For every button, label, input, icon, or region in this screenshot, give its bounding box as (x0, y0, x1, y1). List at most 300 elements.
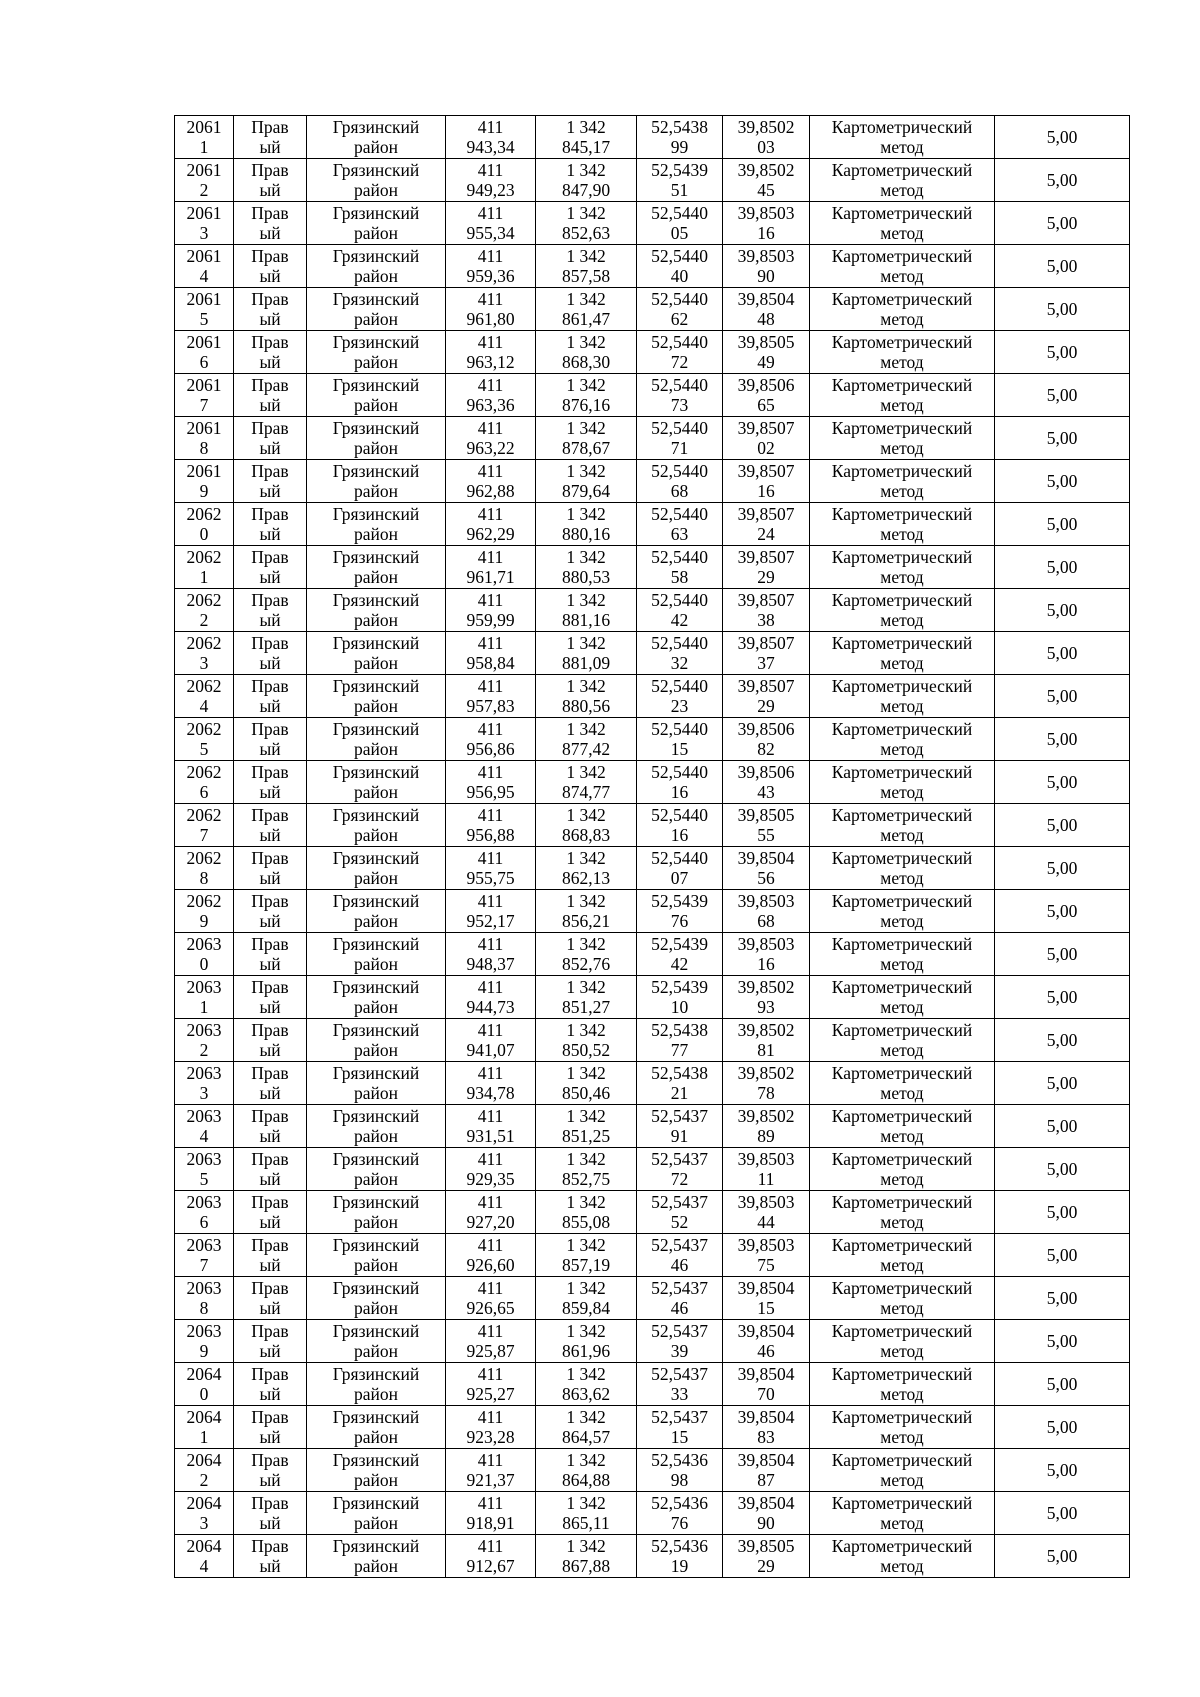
point-number-cell (175, 804, 234, 847)
coord-y-cell-line-2: 850,52 (561, 1040, 611, 1060)
longitude-cell-line-1: 39,8507 (737, 418, 795, 438)
coord-y-cell (536, 331, 637, 374)
coord-x-cell-line-1: 411 (477, 1106, 504, 1126)
coord-y-cell-line-2: 878,67 (561, 438, 611, 458)
table-row (175, 546, 1130, 589)
accuracy-cell: 5,00 (995, 1234, 1130, 1277)
district-cell-line-2: район (354, 481, 398, 501)
coord-x-cell-line-1: 411 (477, 1493, 504, 1513)
latitude-cell (637, 1019, 723, 1062)
longitude-cell (723, 1234, 810, 1277)
longitude-cell-line-2: 75 (757, 1255, 775, 1275)
district-cell (307, 847, 446, 890)
latitude-cell (637, 417, 723, 460)
point-number-cell (175, 1277, 234, 1320)
coord-x-cell (446, 460, 536, 503)
latitude-cell-line-1: 52,5440 (651, 719, 708, 739)
longitude-cell-line-2: 65 (757, 395, 775, 415)
longitude-cell-line-2: 56 (757, 868, 775, 888)
longitude-cell-line-2: 44 (757, 1212, 775, 1232)
method-cell-line-1: Картометрический (831, 1020, 973, 1040)
longitude-cell (723, 761, 810, 804)
coord-y-cell-line-2: 877,42 (561, 739, 611, 759)
latitude-cell-line-2: 76 (670, 1513, 689, 1533)
coord-x-cell-line-2: 918,91 (466, 1513, 515, 1533)
coord-x-cell-line-2: 943,34 (466, 137, 515, 157)
accuracy-cell: 5,00 (995, 847, 1130, 890)
coord-y-cell-line-1: 1 342 (566, 719, 606, 739)
coord-y-cell-line-1: 1 342 (566, 805, 606, 825)
point-number-cell-line-2: 5 (199, 309, 209, 329)
district-cell (307, 374, 446, 417)
coord-x-cell (446, 1062, 536, 1105)
table-row (175, 1148, 1130, 1191)
longitude-cell-line-1: 39,8503 (737, 1235, 795, 1255)
coord-x-cell-line-2: 927,20 (466, 1212, 515, 1232)
coord-x-cell (446, 1320, 536, 1363)
longitude-cell-line-1: 39,8507 (737, 590, 795, 610)
longitude-cell-line-2: 38 (757, 610, 775, 630)
coord-x-cell-line-1: 411 (477, 891, 504, 911)
method-cell (810, 1406, 995, 1449)
accuracy-cell: 5,00 (995, 159, 1130, 202)
point-number-cell-line-1: 2062 (186, 633, 222, 653)
method-cell (810, 589, 995, 632)
longitude-cell (723, 503, 810, 546)
coord-x-cell (446, 159, 536, 202)
table-row (175, 245, 1130, 288)
method-cell-line-1: Картометрический (831, 676, 973, 696)
side-cell-line-1: Прав (251, 504, 289, 524)
coord-x-cell-line-1: 411 (477, 762, 504, 782)
table-row (175, 675, 1130, 718)
accuracy-cell: 5,00 (995, 589, 1130, 632)
district-cell-line-2: район (354, 1083, 398, 1103)
coord-y-cell-line-2: 876,16 (561, 395, 611, 415)
latitude-cell (637, 976, 723, 1019)
latitude-cell (637, 460, 723, 503)
side-cell (234, 374, 307, 417)
coord-y-cell-line-2: 852,75 (561, 1169, 611, 1189)
method-cell (810, 890, 995, 933)
district-cell-line-2: район (354, 438, 398, 458)
coord-y-cell-line-1: 1 342 (566, 590, 606, 610)
side-cell-line-2: ый (259, 1470, 281, 1490)
method-cell-line-1: Картометрический (831, 977, 973, 997)
method-cell (810, 374, 995, 417)
coord-y-cell (536, 632, 637, 675)
side-cell-line-1: Прав (251, 246, 289, 266)
method-cell-line-1: Картометрический (831, 375, 973, 395)
coord-x-cell (446, 675, 536, 718)
method-cell-line-1: Картометрический (831, 1106, 973, 1126)
longitude-cell-line-1: 39,8507 (737, 461, 795, 481)
point-number-cell-line-1: 2061 (186, 160, 222, 180)
point-number-cell (175, 1320, 234, 1363)
latitude-cell-line-2: 98 (670, 1470, 689, 1490)
method-cell-line-1: Картометрический (831, 289, 973, 309)
coord-y-cell-line-1: 1 342 (566, 461, 606, 481)
coord-x-cell (446, 718, 536, 761)
district-cell (307, 976, 446, 1019)
latitude-cell (637, 1191, 723, 1234)
table-row (175, 159, 1130, 202)
point-number-cell-line-1: 2062 (186, 547, 222, 567)
longitude-cell-line-1: 39,8506 (737, 719, 795, 739)
side-cell-line-2: ый (259, 395, 281, 415)
coord-x-cell-line-1: 411 (477, 418, 504, 438)
point-number-cell-line-2: 5 (199, 1169, 209, 1189)
district-cell (307, 1406, 446, 1449)
coord-x-cell-line-1: 411 (477, 160, 504, 180)
coord-x-cell-line-2: 955,34 (466, 223, 515, 243)
side-cell-line-1: Прав (251, 332, 289, 352)
district-cell (307, 589, 446, 632)
latitude-cell-line-1: 52,5440 (651, 676, 708, 696)
coord-x-cell (446, 245, 536, 288)
method-cell (810, 847, 995, 890)
longitude-cell (723, 1535, 810, 1578)
side-cell-line-1: Прав (251, 805, 289, 825)
coord-y-cell-line-2: 881,09 (561, 653, 611, 673)
longitude-cell-line-1: 39,8502 (737, 1020, 795, 1040)
coord-x-cell-line-2: 931,51 (466, 1126, 515, 1146)
side-cell (234, 933, 307, 976)
point-number-cell-line-2: 1 (199, 137, 209, 157)
point-number-cell-line-1: 2061 (186, 375, 222, 395)
method-cell-line-1: Картометрический (831, 633, 973, 653)
method-cell-line-1: Картометрический (831, 160, 973, 180)
side-cell-line-2: ый (259, 266, 281, 286)
longitude-cell-line-1: 39,8503 (737, 246, 795, 266)
side-cell-line-1: Прав (251, 590, 289, 610)
district-cell-line-2: район (354, 137, 398, 157)
district-cell (307, 245, 446, 288)
longitude-cell-line-2: 48 (757, 309, 775, 329)
point-number-cell-line-1: 2061 (186, 203, 222, 223)
method-cell-line-2: метод (880, 1126, 924, 1146)
point-number-cell (175, 718, 234, 761)
latitude-cell-line-1: 52,5436 (651, 1450, 708, 1470)
table-row (175, 1320, 1130, 1363)
point-number-cell-line-1: 2063 (186, 1063, 222, 1083)
longitude-cell (723, 460, 810, 503)
coord-y-cell (536, 804, 637, 847)
point-number-cell-line-2: 6 (199, 1212, 209, 1232)
longitude-cell-line-2: 55 (757, 825, 775, 845)
method-cell-line-1: Картометрический (831, 891, 973, 911)
method-cell-line-2: метод (880, 309, 924, 329)
district-cell-line-2: район (354, 1212, 398, 1232)
point-number-cell-line-1: 2063 (186, 1020, 222, 1040)
point-number-cell (175, 1535, 234, 1578)
coord-y-cell-line-2: 856,21 (561, 911, 611, 931)
latitude-cell-line-2: 23 (670, 696, 689, 716)
district-cell-line-2: район (354, 567, 398, 587)
district-cell (307, 546, 446, 589)
latitude-cell-line-1: 52,5440 (651, 375, 708, 395)
method-cell-line-2: метод (880, 1169, 924, 1189)
method-cell-line-1: Картометрический (831, 117, 973, 137)
point-number-cell-line-1: 2062 (186, 590, 222, 610)
latitude-cell (637, 1234, 723, 1277)
coord-y-cell (536, 245, 637, 288)
district-cell-line-2: район (354, 1126, 398, 1146)
district-cell-line-2: район (354, 1427, 398, 1447)
coord-x-cell-line-2: 956,95 (466, 782, 515, 802)
coord-y-cell-line-1: 1 342 (566, 246, 606, 266)
point-number-cell (175, 589, 234, 632)
point-number-cell (175, 331, 234, 374)
side-cell-line-1: Прав (251, 117, 289, 137)
point-number-cell (175, 1492, 234, 1535)
district-cell (307, 331, 446, 374)
method-cell (810, 933, 995, 976)
coord-x-cell (446, 804, 536, 847)
district-cell-line-2: район (354, 782, 398, 802)
coord-x-cell-line-1: 411 (477, 246, 504, 266)
longitude-cell-line-1: 39,8507 (737, 504, 795, 524)
longitude-cell (723, 331, 810, 374)
longitude-cell-line-2: 29 (757, 567, 775, 587)
point-number-cell-line-1: 2062 (186, 891, 222, 911)
latitude-cell-line-1: 52,5436 (651, 1493, 708, 1513)
district-cell-line-2: район (354, 1040, 398, 1060)
latitude-cell-line-1: 52,5437 (651, 1364, 708, 1384)
district-cell (307, 1449, 446, 1492)
method-cell-line-1: Картометрический (831, 1364, 973, 1384)
coord-x-cell-line-1: 411 (477, 977, 504, 997)
point-number-cell-line-1: 2062 (186, 848, 222, 868)
longitude-cell-line-1: 39,8505 (737, 332, 795, 352)
district-cell (307, 718, 446, 761)
coord-x-cell (446, 632, 536, 675)
method-cell-line-1: Картометрический (831, 1063, 973, 1083)
side-cell (234, 331, 307, 374)
point-number-cell-line-2: 8 (199, 868, 209, 888)
district-cell-line-1: Грязинский (332, 1278, 420, 1298)
district-cell-line-2: район (354, 1556, 398, 1576)
side-cell-line-2: ый (259, 1513, 281, 1533)
accuracy-cell: 5,00 (995, 761, 1130, 804)
coordinates-table (174, 115, 1130, 1578)
point-number-cell-line-2: 4 (199, 1556, 209, 1576)
longitude-cell-line-1: 39,8506 (737, 375, 795, 395)
side-cell (234, 1277, 307, 1320)
coord-x-cell-line-1: 411 (477, 289, 504, 309)
latitude-cell-line-2: 19 (670, 1556, 689, 1576)
side-cell (234, 546, 307, 589)
accuracy-cell: 5,00 (995, 460, 1130, 503)
point-number-cell-line-2: 7 (199, 395, 209, 415)
coord-x-cell-line-1: 411 (477, 1192, 504, 1212)
table-row (175, 1406, 1130, 1449)
coord-y-cell-line-2: 863,62 (561, 1384, 611, 1404)
longitude-cell-line-1: 39,8507 (737, 676, 795, 696)
latitude-cell (637, 632, 723, 675)
district-cell-line-1: Грязинский (332, 1235, 420, 1255)
side-cell-line-1: Прав (251, 719, 289, 739)
accuracy-cell: 5,00 (995, 503, 1130, 546)
latitude-cell-line-2: 99 (670, 137, 689, 157)
side-cell-line-1: Прав (251, 1235, 289, 1255)
longitude-cell (723, 804, 810, 847)
coord-y-cell (536, 1277, 637, 1320)
coord-y-cell-line-1: 1 342 (566, 848, 606, 868)
method-cell-line-2: метод (880, 567, 924, 587)
district-cell-line-1: Грязинский (332, 504, 420, 524)
point-number-cell-line-1: 2063 (186, 1235, 222, 1255)
coord-y-cell (536, 1363, 637, 1406)
longitude-cell-line-2: 70 (757, 1384, 775, 1404)
accuracy-cell: 5,00 (995, 1148, 1130, 1191)
district-cell (307, 1535, 446, 1578)
district-cell (307, 804, 446, 847)
coord-x-cell-line-1: 411 (477, 934, 504, 954)
side-cell-line-2: ый (259, 1556, 281, 1576)
side-cell-line-1: Прав (251, 547, 289, 567)
district-cell-line-2: район (354, 911, 398, 931)
district-cell (307, 890, 446, 933)
coord-x-cell (446, 1105, 536, 1148)
point-number-cell-line-1: 2063 (186, 1192, 222, 1212)
latitude-cell (637, 1277, 723, 1320)
method-cell-line-2: метод (880, 868, 924, 888)
latitude-cell-line-2: 15 (670, 739, 689, 759)
method-cell (810, 116, 995, 159)
point-number-cell-line-2: 3 (199, 653, 209, 673)
method-cell-line-1: Картометрический (831, 1321, 973, 1341)
accuracy-cell: 5,00 (995, 116, 1130, 159)
coord-x-cell-line-1: 411 (477, 1020, 504, 1040)
coord-y-cell-line-2: 861,47 (561, 309, 611, 329)
coord-y-cell (536, 1449, 637, 1492)
accuracy-cell: 5,00 (995, 1019, 1130, 1062)
coord-y-cell-line-2: 864,57 (561, 1427, 611, 1447)
method-cell (810, 761, 995, 804)
method-cell (810, 417, 995, 460)
accuracy-cell: 5,00 (995, 1406, 1130, 1449)
district-cell-line-1: Грязинский (332, 719, 420, 739)
longitude-cell (723, 245, 810, 288)
method-cell (810, 1105, 995, 1148)
side-cell-line-1: Прав (251, 203, 289, 223)
latitude-cell-line-1: 52,5437 (651, 1149, 708, 1169)
method-cell-line-2: метод (880, 1513, 924, 1533)
longitude-cell-line-1: 39,8504 (737, 848, 795, 868)
district-cell (307, 159, 446, 202)
point-number-cell (175, 890, 234, 933)
coord-x-cell-line-2: 963,12 (466, 352, 515, 372)
method-cell (810, 804, 995, 847)
side-cell (234, 1492, 307, 1535)
method-cell-line-2: метод (880, 180, 924, 200)
point-number-cell-line-1: 2061 (186, 117, 222, 137)
side-cell (234, 1449, 307, 1492)
side-cell-line-2: ый (259, 782, 281, 802)
district-cell-line-1: Грязинский (332, 934, 420, 954)
coord-x-cell-line-2: 956,86 (466, 739, 515, 759)
coord-x-cell-line-1: 411 (477, 1235, 504, 1255)
latitude-cell-line-1: 52,5438 (651, 1063, 708, 1083)
coord-y-cell (536, 890, 637, 933)
coord-y-cell-line-2: 857,19 (561, 1255, 611, 1275)
coord-x-cell-line-1: 411 (477, 633, 504, 653)
side-cell-line-2: ый (259, 524, 281, 544)
latitude-cell-line-2: 15 (670, 1427, 689, 1447)
district-cell-line-1: Грязинский (332, 461, 420, 481)
coord-x-cell-line-2: 961,80 (466, 309, 515, 329)
side-cell-line-2: ый (259, 696, 281, 716)
latitude-cell-line-2: 32 (670, 653, 689, 673)
coord-y-cell-line-1: 1 342 (566, 891, 606, 911)
latitude-cell (637, 1105, 723, 1148)
accuracy-cell: 5,00 (995, 546, 1130, 589)
longitude-cell-line-2: 03 (757, 137, 775, 157)
longitude-cell-line-2: 89 (757, 1126, 775, 1146)
coord-x-cell-line-2: 959,36 (466, 266, 515, 286)
longitude-cell (723, 546, 810, 589)
coord-x-cell-line-2: 912,67 (466, 1556, 515, 1576)
coord-y-cell (536, 374, 637, 417)
coord-y-cell-line-1: 1 342 (566, 633, 606, 653)
latitude-cell-line-1: 52,5440 (651, 762, 708, 782)
coord-x-cell-line-1: 411 (477, 805, 504, 825)
coord-y-cell (536, 1535, 637, 1578)
district-cell-line-2: район (354, 180, 398, 200)
longitude-cell-line-1: 39,8507 (737, 547, 795, 567)
longitude-cell-line-1: 39,8502 (737, 977, 795, 997)
longitude-cell (723, 890, 810, 933)
latitude-cell-line-2: 39 (670, 1341, 689, 1361)
method-cell (810, 1320, 995, 1363)
coord-y-cell (536, 1105, 637, 1148)
latitude-cell-line-1: 52,5440 (651, 246, 708, 266)
longitude-cell (723, 1320, 810, 1363)
side-cell (234, 1148, 307, 1191)
longitude-cell-line-2: 15 (757, 1298, 775, 1318)
point-number-cell (175, 632, 234, 675)
coordinates-table-body (175, 116, 1130, 1578)
latitude-cell (637, 331, 723, 374)
table-row (175, 1191, 1130, 1234)
longitude-cell-line-1: 39,8502 (737, 160, 795, 180)
coord-x-cell-line-2: 926,60 (466, 1255, 515, 1275)
point-number-cell-line-2: 2 (199, 610, 209, 630)
coord-x-cell-line-2: 921,37 (466, 1470, 515, 1490)
side-cell-line-1: Прав (251, 461, 289, 481)
accuracy-cell: 5,00 (995, 331, 1130, 374)
district-cell (307, 202, 446, 245)
latitude-cell-line-1: 52,5437 (651, 1278, 708, 1298)
side-cell-line-2: ый (259, 610, 281, 630)
coord-y-cell-line-1: 1 342 (566, 332, 606, 352)
coord-y-cell-line-2: 864,88 (561, 1470, 611, 1490)
side-cell (234, 718, 307, 761)
table-row (175, 116, 1130, 159)
point-number-cell (175, 1406, 234, 1449)
point-number-cell (175, 675, 234, 718)
accuracy-cell: 5,00 (995, 1320, 1130, 1363)
latitude-cell-line-1: 52,5437 (651, 1192, 708, 1212)
latitude-cell (637, 1062, 723, 1105)
point-number-cell-line-1: 2061 (186, 246, 222, 266)
point-number-cell-line-1: 2064 (186, 1450, 222, 1470)
method-cell-line-2: метод (880, 696, 924, 716)
point-number-cell (175, 374, 234, 417)
longitude-cell (723, 976, 810, 1019)
method-cell (810, 245, 995, 288)
